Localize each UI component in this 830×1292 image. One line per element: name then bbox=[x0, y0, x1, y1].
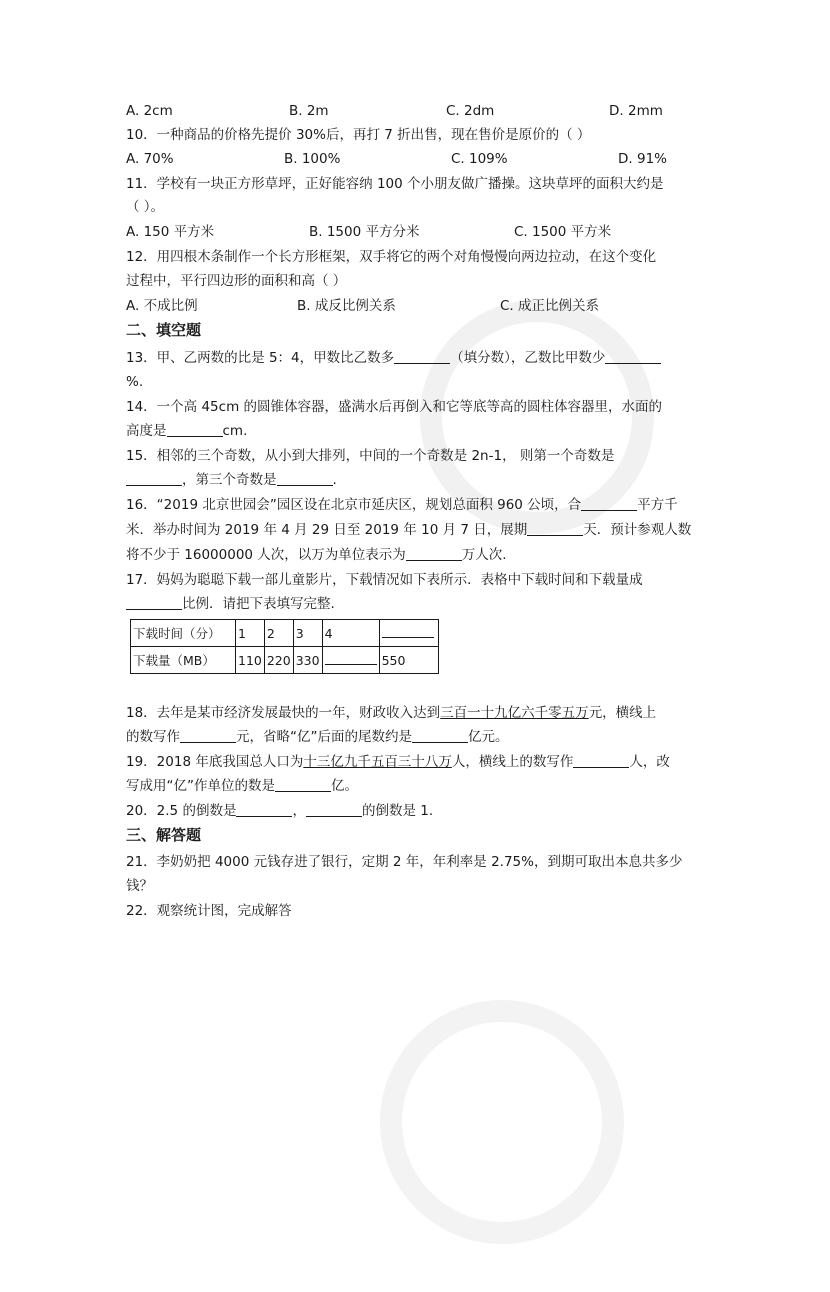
q11-option-c: C. 1500 平方米 bbox=[514, 224, 612, 240]
answer-blank[interactable] bbox=[406, 546, 462, 561]
q20-text: 20．2.5 的倒数是 ， 的倒数是 1. bbox=[126, 803, 434, 819]
q14-line2: 高度是 cm. bbox=[126, 423, 248, 439]
watermark bbox=[332, 952, 672, 1292]
q10-option-d: D. 91% bbox=[618, 151, 667, 167]
q15-line1: 15．相邻的三个奇数，从小到大排列，中间的一个奇数是 2n-1， 则第一个奇数是 bbox=[126, 448, 615, 464]
q21-line2: 钱？ bbox=[126, 878, 153, 894]
q18-line2: 的数写作 元，省略“亿”后面的尾数约是 亿元。 bbox=[126, 729, 509, 745]
answer-blank[interactable] bbox=[236, 802, 292, 817]
q22-text: 22．观察统计图，完成解答 bbox=[126, 903, 292, 919]
q16-line1: 16．“2019 北京世园会”园区设在北京市延庆区，规划总面积 960 公顷，合 平方千 bbox=[126, 497, 678, 513]
table-row bbox=[131, 620, 439, 647]
q10-option-c: C. 109% bbox=[451, 151, 508, 167]
q15-line2: ，第三个奇数是 . bbox=[126, 471, 337, 489]
q13-text: 13．甲、乙两数的比是 5：4，甲数比乙数多 （填分数），乙数比甲数少 bbox=[126, 349, 661, 367]
q10-option-a: A. 70% bbox=[126, 151, 174, 167]
answer-blank[interactable] bbox=[581, 496, 637, 511]
table-cell: 330 bbox=[293, 647, 322, 674]
section-title-solve: 三、解答题 bbox=[126, 826, 202, 844]
table-header: 下载时间（分） bbox=[131, 620, 236, 647]
q16-line2: 米．举办时间为 2019 年 4 月 29 日至 2019 年 10 月 7 日，展期 天．预计参观人数 bbox=[126, 522, 692, 538]
q9-option-d: D. 2mm bbox=[609, 103, 663, 119]
answer-blank[interactable] bbox=[605, 349, 661, 364]
q11-line2: （ ）。 bbox=[126, 199, 165, 215]
answer-blank[interactable] bbox=[275, 777, 331, 792]
table-header: 下载量（MB） bbox=[131, 647, 236, 674]
q17-line1: 17．妈妈为聪聪下载一部儿童影片，下载情况如下表所示．表格中下载时间和下载量成 bbox=[126, 572, 643, 588]
q9-option-c: C. 2dm bbox=[446, 103, 495, 119]
q19-line2: 写成用“亿”作单位的数是 亿。 bbox=[126, 778, 358, 794]
q13-text-cont: %. bbox=[126, 374, 144, 390]
answer-blank[interactable] bbox=[277, 471, 333, 486]
answer-blank[interactable] bbox=[306, 802, 362, 817]
table-cell: 2 bbox=[264, 620, 293, 647]
answer-blank[interactable] bbox=[126, 471, 182, 486]
section-title-fill-blank: 二、填空题 bbox=[126, 321, 202, 339]
q11-line1: 11．学校有一块正方形草坪，正好能容纳 100 个小朋友做广播操。这块草坪的面积大约是 bbox=[126, 176, 664, 192]
answer-blank[interactable] bbox=[180, 728, 236, 743]
table-cell: 1 bbox=[236, 620, 265, 647]
answer-blank[interactable] bbox=[167, 422, 223, 437]
table-cell: 220 bbox=[264, 647, 293, 674]
q11-option-b: B. 1500 平方分米 bbox=[309, 224, 420, 240]
answer-blank[interactable] bbox=[126, 595, 182, 610]
table-row bbox=[131, 647, 439, 674]
q12-line1: 12．用四根木条制作一个长方形框架，双手将它的两个对角慢慢向两边拉动，在这个变化 bbox=[126, 249, 657, 265]
table-cell: 550 bbox=[379, 647, 438, 674]
answer-blank[interactable] bbox=[527, 521, 583, 536]
q10-text: 10．一种商品的价格先提价 30%后，再打 7 折出售，现在售价是原价的（ ） bbox=[126, 127, 591, 143]
answer-blank[interactable] bbox=[394, 349, 450, 364]
q21-line1: 21．李奶奶把 4000 元钱存进了银行，定期 2 年，年利率是 2.75%，到期可取出本息共多少 bbox=[126, 854, 683, 870]
q12-line2: 过程中，平行四边形的面积和高（ ） bbox=[126, 273, 347, 289]
q10-option-b: B. 100% bbox=[284, 151, 341, 167]
table-cell: 110 bbox=[236, 647, 265, 674]
download-table bbox=[130, 619, 439, 674]
table-cell: 4 bbox=[322, 620, 379, 647]
q11-option-a: A. 150 平方米 bbox=[126, 224, 215, 240]
q17-line2: 比例．请把下表填写完整. bbox=[126, 595, 335, 613]
answer-blank[interactable] bbox=[573, 753, 629, 768]
q12-option-a: A. 不成比例 bbox=[126, 298, 198, 314]
table-cell: 3 bbox=[293, 620, 322, 647]
q19-line1: 19．2018 年底我国总人口为十三亿九千五百三十八万人，横线上的数写作 人，改 bbox=[126, 754, 670, 770]
q14-line1: 14．一个高 45cm 的圆锥体容器，盛满水后再倒入和它等底等高的圆柱体容器里，水面的 bbox=[126, 399, 663, 415]
table-cell-blank[interactable] bbox=[322, 647, 379, 674]
q18-line1: 18．去年是某市经济发展最快的一年，财政收入达到三百一十九亿六千零五万元，横线上 bbox=[126, 705, 657, 721]
q16-line3: 将不少于 16000000 人次，以万为单位表示为 万人次. bbox=[126, 547, 507, 563]
q9-option-a: A. 2cm bbox=[126, 103, 173, 119]
table-cell-blank[interactable] bbox=[379, 620, 438, 647]
q12-option-c: C. 成正比例关系 bbox=[500, 298, 600, 314]
answer-blank[interactable] bbox=[412, 728, 468, 743]
q12-option-b: B. 成反比例关系 bbox=[297, 298, 396, 314]
q9-option-b: B. 2m bbox=[289, 103, 329, 119]
